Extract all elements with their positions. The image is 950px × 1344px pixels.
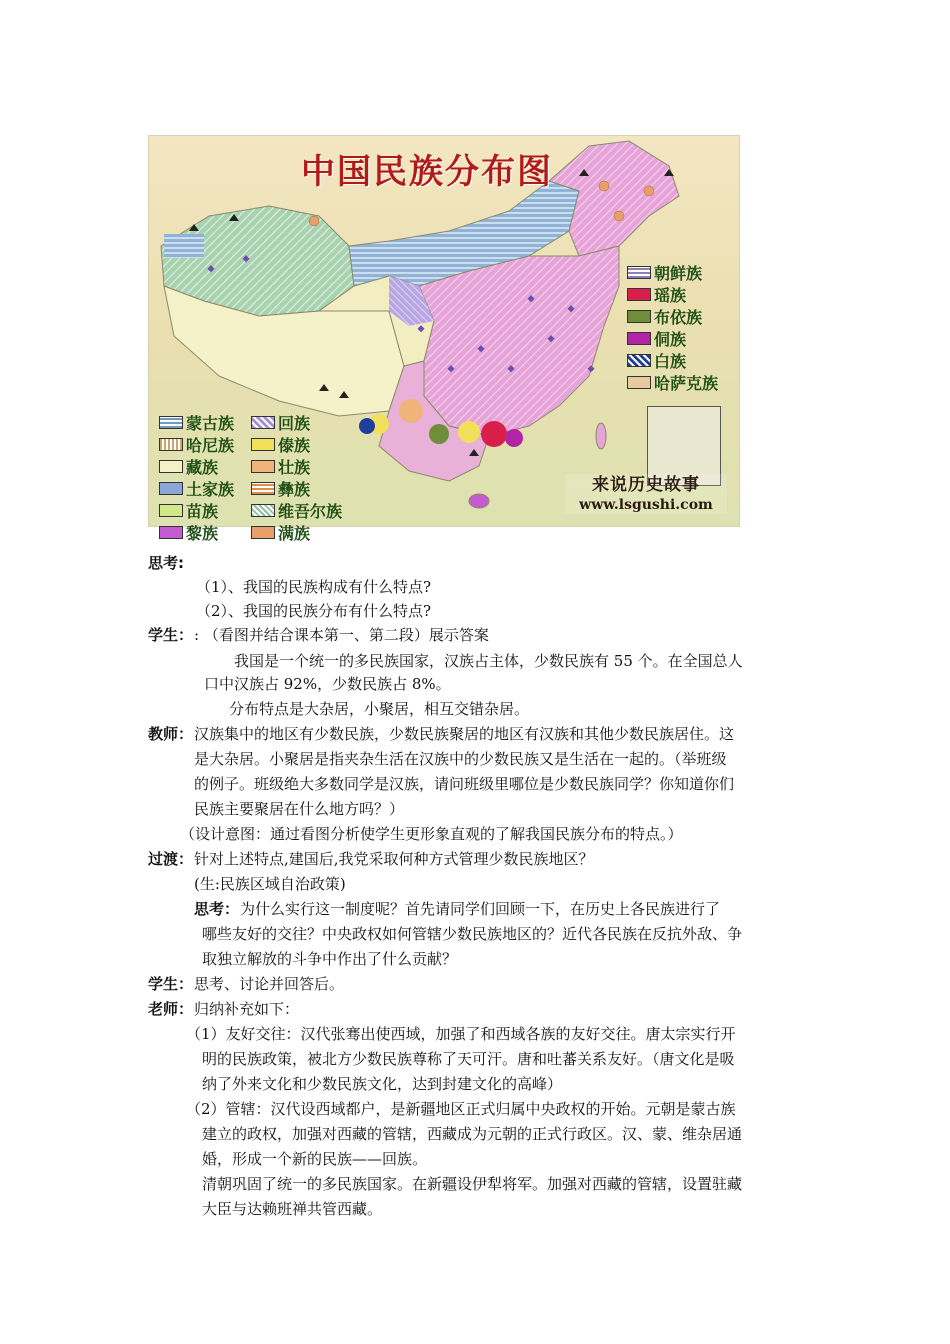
legend-swatch	[159, 482, 183, 495]
legend-swatch	[251, 482, 275, 495]
legend-item	[159, 499, 234, 521]
legend-swatch	[627, 288, 651, 301]
legend-label: 回族	[278, 413, 311, 433]
legend-item	[251, 499, 342, 521]
legend-label: 苗族	[186, 501, 219, 521]
legend-label: 白族	[654, 351, 687, 371]
legend-swatch	[251, 526, 275, 539]
legend-swatch	[159, 416, 183, 429]
legend-swatch	[627, 354, 651, 367]
paragraph-line: 民族主要聚居在什么地方吗？）	[194, 800, 405, 818]
design-intent: （设计意图：通过看图分析使学生更形象直观的了解我国民族分布的特点。）	[180, 825, 683, 843]
legend-label: 土家族	[186, 479, 235, 499]
ethnic-distribution-map	[148, 135, 740, 543]
legend-label: 满族	[278, 523, 311, 543]
legend-label: 傣族	[278, 435, 311, 455]
legend-column	[159, 411, 234, 543]
paragraph-line: 婚，形成一个新的民族——回族。	[202, 1150, 428, 1168]
map-watermark	[565, 474, 727, 514]
legend-swatch	[159, 460, 183, 473]
legend-item	[159, 477, 234, 499]
think-label: 思考：	[194, 900, 240, 918]
paragraph-line: : （看图并结合课本第一、第二段）展示答案	[194, 626, 489, 644]
legend-swatch	[627, 376, 651, 389]
question-2: （2）、我国的民族分布有什么特点?	[196, 602, 432, 620]
legend-label: 朝鲜族	[654, 263, 703, 283]
paragraph-line: 汉族集中的地区有少数民族，少数民族聚居的地区有汉族和其他少数民族居住。这	[194, 725, 735, 743]
legend-label: 蒙古族	[186, 413, 235, 433]
paragraph-line: 明的民族政策，被北方少数民族尊称了天可汗。唐和吐蕃关系友好。（唐文化是吸	[202, 1050, 735, 1068]
teacher-label: 教师：	[148, 725, 194, 743]
legend-swatch	[627, 332, 651, 345]
legend-swatch	[251, 438, 275, 451]
legend-item	[627, 305, 718, 327]
legend-item	[627, 283, 718, 305]
think-heading: 思考:	[148, 554, 184, 572]
legend-label: 壮族	[278, 457, 311, 477]
paragraph-line: 清朝巩固了统一的多民族国家。在新疆设伊犁将军。加强对西藏的管辖，设置驻藏	[202, 1175, 743, 1193]
legend-item	[627, 371, 718, 393]
paragraph-line: 纳了外来文化和少数民族文化，达到封建文化的高峰）	[202, 1075, 563, 1093]
legend-item	[159, 521, 234, 543]
paragraph-line: 归纳补充如下：	[194, 1000, 300, 1018]
legend-swatch	[159, 504, 183, 517]
legend-swatch	[251, 416, 275, 429]
legend-item	[159, 455, 234, 477]
paragraph-line: 大臣与达赖班禅共管西藏。	[202, 1200, 383, 1218]
student-label: 学生：	[148, 626, 194, 644]
teacher-label-2: 老师：	[148, 1000, 194, 1018]
legend-column	[251, 411, 342, 543]
legend-label: 哈尼族	[186, 435, 235, 455]
legend-item	[627, 327, 718, 349]
legend-item	[251, 455, 342, 477]
legend-swatch	[627, 266, 651, 279]
paragraph-line: (生:民族区域自治政策)	[194, 875, 346, 893]
watermark-title: 来说历史故事	[592, 475, 700, 495]
paragraph-line: 思考、讨论并回答后。	[194, 975, 345, 993]
legend-item	[627, 349, 718, 371]
legend-item	[251, 521, 342, 543]
legend-item	[251, 433, 342, 455]
student-label-2: 学生：	[148, 975, 194, 993]
legend-item	[251, 411, 342, 433]
paragraph-line: 口中汉族占 92%，少数民族占 8%。	[204, 675, 451, 693]
legend-swatch	[627, 310, 651, 323]
watermark-url: www.lsgushi.com	[579, 497, 713, 513]
paragraph-line: 分布特点是大杂居，小聚居，相互交错杂居。	[229, 700, 530, 718]
question-1: （1）、我国的民族构成有什么特点?	[196, 578, 432, 596]
paragraph-line: 哪些友好的交往？中央政权如何管辖少数民族地区的？近代各民族在反抗外敌、争	[202, 925, 743, 943]
paragraph-line: 取独立解放的斗争中作出了什么贡献？	[202, 950, 458, 968]
paragraph-line: 针对上述特点,建国后,我党采取何种方式管理少数民族地区？	[194, 850, 594, 868]
map-title: 中国民族分布图	[301, 152, 553, 192]
legend-label: 维吾尔族	[278, 501, 343, 521]
legend-item	[627, 261, 718, 283]
legend-item	[159, 433, 234, 455]
paragraph-line: （2）管辖：汉代设西域都户，是新疆地区正式归属中央政权的开始。元朝是蒙古族	[186, 1100, 736, 1118]
legend-right	[627, 261, 718, 393]
paragraph-line: 我国是一个统一的多民族国家，汉族占主体，少数民族有 55 个。在全国总人	[234, 652, 743, 670]
legend-item	[159, 411, 234, 433]
legend-label: 侗族	[654, 329, 687, 349]
transition-label: 过渡：	[148, 850, 194, 868]
legend-swatch	[251, 504, 275, 517]
legend-label: 藏族	[186, 457, 219, 477]
legend-label: 布依族	[654, 307, 703, 327]
legend-label: 哈萨克族	[654, 373, 719, 393]
paragraph-line: 为什么实行这一制度呢？首先请同学们回顾一下，在历史上各民族进行了	[240, 900, 721, 918]
paragraph-line: 的例子。班级绝大多数同学是汉族，请问班级里哪位是少数民族同学？你知道你们	[194, 775, 735, 793]
paragraph-line: 建立的政权，加强对西藏的管辖，西藏成为元朝的正式行政区。汉、蒙、维杂居通	[202, 1125, 743, 1143]
legend-label: 瑶族	[654, 285, 687, 305]
legend-label: 彝族	[278, 479, 311, 499]
legend-swatch	[159, 438, 183, 451]
paragraph-line: （1）友好交往：汉代张骞出使西域，加强了和西域各族的友好交往。唐太宗实行开	[186, 1025, 736, 1043]
paragraph-line: 是大杂居。小聚居是指夹杂生活在汉族中的少数民族又是生活在一起的。（举班级	[194, 750, 727, 768]
legend-swatch	[159, 526, 183, 539]
legend-label: 黎族	[186, 523, 219, 543]
legend-item	[251, 477, 342, 499]
legend-swatch	[251, 460, 275, 473]
